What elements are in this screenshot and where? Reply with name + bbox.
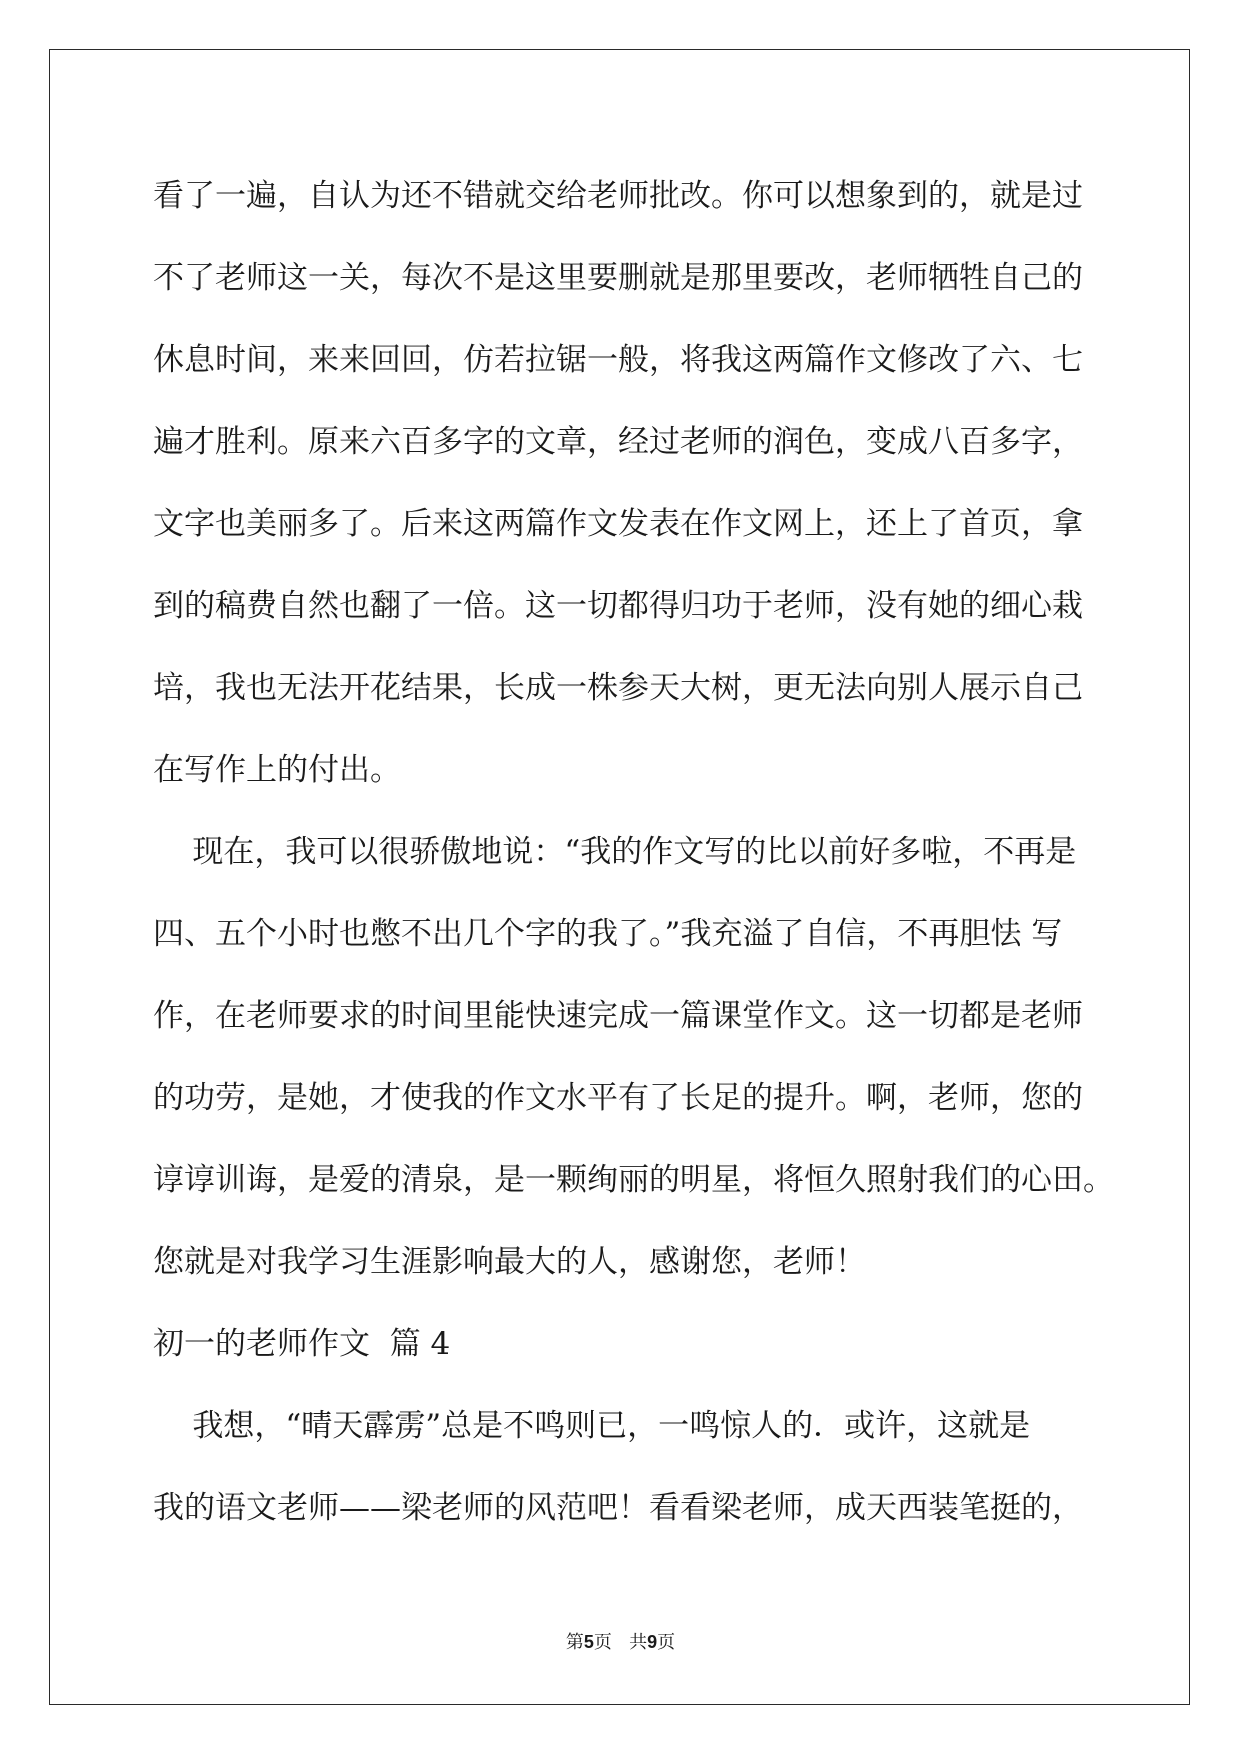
section-heading: 初一的老师作文 篇 4	[153, 1326, 451, 1362]
text-line: 在写作上的付出。	[153, 752, 401, 788]
text-line: 四、五个小时也憋不出几个字的我了。”我充溢了自信，不再胆怯 写	[153, 916, 1063, 952]
page-footer	[0, 1628, 1241, 1654]
text-line: 现在，我可以很骄傲地说：“我的作文写的比以前好多啦，不再是	[153, 834, 1077, 870]
footer-suffix: 页	[657, 1632, 676, 1653]
text-line: 休息时间，来来回回，仿若拉锯一般，将我这两篇作文修改了六、七	[153, 342, 1083, 378]
text-line: 谆谆训诲，是爱的清泉，是一颗绚丽的明星，将恒久照射我们的心田。	[153, 1162, 1114, 1198]
paragraph-a	[153, 155, 1093, 811]
text-line: 到的稿费自然也翻了一倍。这一切都得归功于老师，没有她的细心栽	[153, 588, 1083, 624]
paragraph-c	[153, 1385, 1093, 1549]
text-line: 我想，“晴天霹雳”总是不鸣则已，一鸣惊人的．或许，这就是	[153, 1408, 1031, 1444]
text-line: 的功劳，是她，才使我的作文水平有了长足的提升。啊，老师，您的	[153, 1080, 1083, 1116]
text-line: 您就是对我学习生涯影响最大的人，感谢您，老师！	[153, 1244, 866, 1280]
current-page-number: 5	[583, 1632, 594, 1652]
text-line: 文字也美丽多了。后来这两篇作文发表在作文网上，还上了首页，拿	[153, 506, 1083, 542]
text-line: 不了老师这一关，每次不是这里要删就是那里要改，老师牺牲自己的	[153, 260, 1083, 296]
text-line: 我的语文老师——梁老师的风范吧！看看梁老师，成天西装笔挺的，	[153, 1490, 1083, 1526]
paragraph-b	[153, 811, 1114, 1303]
text-line: 培，我也无法开花结果，长成一株参天大树，更无法向别人展示自己	[153, 670, 1083, 706]
text-line: 作，在老师要求的时间里能快速完成一篇课堂作文。这一切都是老师	[153, 998, 1083, 1034]
total-page-number: 9	[647, 1632, 658, 1652]
footer-prefix: 第	[565, 1632, 584, 1653]
text-line: 遍才胜利。原来六百多字的文章，经过老师的润色，变成八百多字，	[153, 424, 1083, 460]
document-body	[153, 155, 1114, 1549]
text-line: 看了一遍，自认为还不错就交给老师批改。你可以想象到的，就是过	[153, 178, 1083, 214]
footer-mid: 页 共	[593, 1632, 648, 1653]
